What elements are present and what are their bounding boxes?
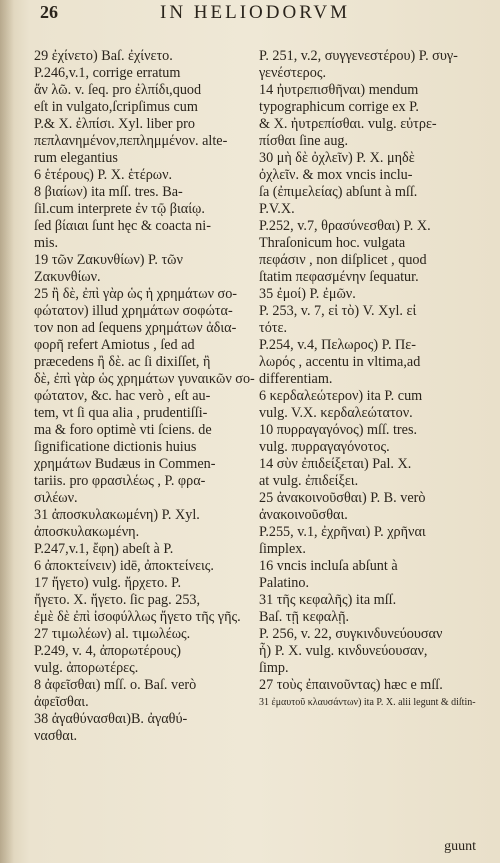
text-line: 27 τιμωλέων) al. τιμωλέως. <box>34 626 191 642</box>
running-title: IN HELIODORVM <box>160 2 350 23</box>
text-line: 10 πυρραγαγόνος) mſſ. tres. <box>259 422 418 438</box>
text-line: ἀφεῖσθαι. <box>34 694 89 710</box>
text-line: ſed βίαιαι ſunt hęc & coacta ni- <box>34 218 211 234</box>
left-column <box>34 48 255 745</box>
text-line: ἀποσκυλακωμένη. <box>34 524 140 540</box>
text-line: 6 ἀποκτείνειν) idē, ἀποκτείνεις. <box>34 558 214 574</box>
text-line: φώτατον) illud χρημάτων σοφώτα- <box>34 303 233 319</box>
page-header <box>40 2 460 28</box>
text-line: ἀνακοινοῦσθαι. <box>259 507 348 523</box>
text-line: 31 τῆς κεφαλῆς) ita mſſ. <box>259 592 397 608</box>
text-line: P.249, v. 4, ἀπορωτέρους) <box>34 643 181 659</box>
text-line: 19 τῶν Ζακυνθίων) P. τῶν <box>34 252 183 268</box>
text-line: γενέστερος. <box>259 65 327 81</box>
text-line: ſil.cum interprete ἐν τῷ βιαίῳ. <box>34 201 205 217</box>
text-line: at vulg. ἐπιδείξει. <box>259 473 359 489</box>
text-line: 16 vncis incluſa abſunt à <box>259 558 398 574</box>
text-line: ſignificatione dictionis huius <box>34 439 197 455</box>
text-line: ſa (ἐπιμελείας) abſunt à mſſ. <box>259 184 418 200</box>
text-line: P. 253, v. 7, εἰ τὸ) V. Xyl. εἰ <box>259 303 417 319</box>
text-line: 31 ἀποσκυλακωμένη) P. Xyl. <box>34 507 200 523</box>
text-line: ſimp. <box>259 660 289 676</box>
text-line: ſimplex. <box>259 541 306 557</box>
text-line: P. 256, v. 22, συγκινδυνεύουσαν <box>259 626 443 642</box>
text-line: ma & foro optimè vti ſciens. de <box>34 422 212 438</box>
text-line: tariis. pro φρασιλέως , P. φρα- <box>34 473 206 489</box>
text-line: ſtatim πεφασμένην ſequatur. <box>259 269 419 285</box>
text-line: δὲ, ἐπὶ γὰρ ὡς χρημάτων γυναικῶν σο- <box>34 371 255 387</box>
text-line: Thraſonicum hoc. vulgata <box>259 235 406 251</box>
text-line: vulg. V.X. κερδαλεώτατον. <box>259 405 413 421</box>
page-number: 26 <box>40 2 58 22</box>
text-line: 14 ἠυτρεπισθῆναι) mendum <box>259 82 419 98</box>
text-line: Palatino. <box>259 575 310 591</box>
text-line: tem, vt ſi qua alia , prudentiſſi- <box>34 405 208 421</box>
text-line: φώτατον, &c. hac verò , eſt au- <box>34 388 211 404</box>
text-line: P.V.X. <box>259 201 295 217</box>
text-line: rum elegantius <box>34 150 118 166</box>
text-line: mis. <box>34 235 59 251</box>
text-line: eſt in vulgato,ſcripſimus cum <box>34 99 198 115</box>
text-line: νασθαι. <box>34 728 78 744</box>
gutter-shadow <box>0 0 14 863</box>
text-line: P.& X. ἐλπίσι. Xyl. liber pro <box>34 116 195 132</box>
text-line: ἤγετο. X. ἤγετο. ſic pag. 253, <box>34 592 201 608</box>
text-line: Ζακυνθίων. <box>34 269 101 285</box>
text-line: vulg. πυρραγαγόνοτος. <box>259 439 390 455</box>
text-line: P.255, v.1, ἐχρῆναι) P. χρῆναι <box>259 524 426 540</box>
text-line: 17 ἤγετο) vulg. ἤρχετο. P. <box>34 575 182 591</box>
text-line: 6 κερδαλεώτερον) ita P. cum <box>259 388 423 404</box>
text-line: P.247,v.1, ἔφη) abeſt à P. <box>34 541 174 557</box>
text-line: 6 ἑτέρους) P. X. ἑτέρων. <box>34 167 173 183</box>
text-line: πεφάσιν , non diſplicet , quod <box>259 252 427 268</box>
text-line: 8 ἀφεῖσθαι) mſſ. o. Baſ. verò <box>34 677 197 693</box>
text-line: τον non ad ſequens χρημάτων ἀδια- <box>34 320 237 336</box>
text-line: typographicum corrige ex P. <box>259 99 419 115</box>
right-column <box>259 48 474 711</box>
text-line: P.246,v.1, corrige erratum <box>34 65 181 81</box>
text-line: 30 μὴ δὲ ὀχλεῖν) P. X. μηδὲ <box>259 150 415 166</box>
text-line: præcedens ἢ δὲ. ac ſi dixiſſet, ἢ <box>34 354 211 370</box>
text-line: φορῆ refert Amiotus , ſed ad <box>34 337 195 353</box>
text-line: 31 ἐμαυτοῦ κλαυσάντων) ita P. X. alii legunt & diſtin- <box>259 697 476 708</box>
text-line: πίσθαι ſine aug. <box>259 133 349 149</box>
text-line: χρημάτων Budæus in Commen- <box>34 456 216 472</box>
text-line: 29 ἐχίνετο) Baſ. ἐχίνετο. <box>34 48 173 64</box>
text-line: πεπλανημένον,πεπλημμένον. alte- <box>34 133 228 149</box>
text-line: λωρός , accentu in vltima,ad <box>259 354 421 370</box>
text-line: 35 ἐμοί) P. ἐμῶν. <box>259 286 356 302</box>
text-line: ἄν λῶ. v. ſeq. pro ἐλπίδι,quod <box>34 82 202 98</box>
text-line: τότε. <box>259 320 288 336</box>
text-line: P.252, v.7, θρασύνεσθαι) P. X. <box>259 218 431 234</box>
text-line: ἧ) P. X. vulg. κινδυνεύουσαν, <box>259 643 428 659</box>
text-line: 25 ἀνακοινοῦσθαι) P. B. verò <box>259 490 426 506</box>
text-line: P. 251, v.2, συγγενεστέρου) P. συγ- <box>259 48 458 64</box>
text-line: 25 ἢ δὲ, ἐπὶ γὰρ ὡς ἡ χρημάτων σο- <box>34 286 238 302</box>
text-line: vulg. ἀπορωτέρες. <box>34 660 139 676</box>
text-line: Baſ. τῇ κεφαλῇ. <box>259 609 350 625</box>
text-line: differentiam. <box>259 371 333 387</box>
text-line: ἐμὲ δὲ ἐπὶ ἰσοφύλλως ἤγετο τῆς γῆς. <box>34 609 241 625</box>
text-line: 14 σὺν ἐπιδείξεται) Pal. X. <box>259 456 412 472</box>
catchword: guunt <box>444 839 476 854</box>
text-line: & X. ἠυτρεπίσθαι. vulg. εὐτρε- <box>259 116 437 132</box>
text-line: P.254, v.4, Πελωρος) P. Πε- <box>259 337 416 353</box>
text-line: 27 τοὺς ἐπαινοῦντας) hæc e mſſ. <box>259 677 443 693</box>
text-line: 8 βιαίων) ita mſſ. tres. Ba- <box>34 184 183 200</box>
text-line: 38 ἀγαθύνασθαι)B. ἀγαθύ- <box>34 711 188 727</box>
text-line: ὀχλεῖν. & mox vncis inclu- <box>259 167 413 183</box>
text-line: σιλέων. <box>34 490 78 506</box>
